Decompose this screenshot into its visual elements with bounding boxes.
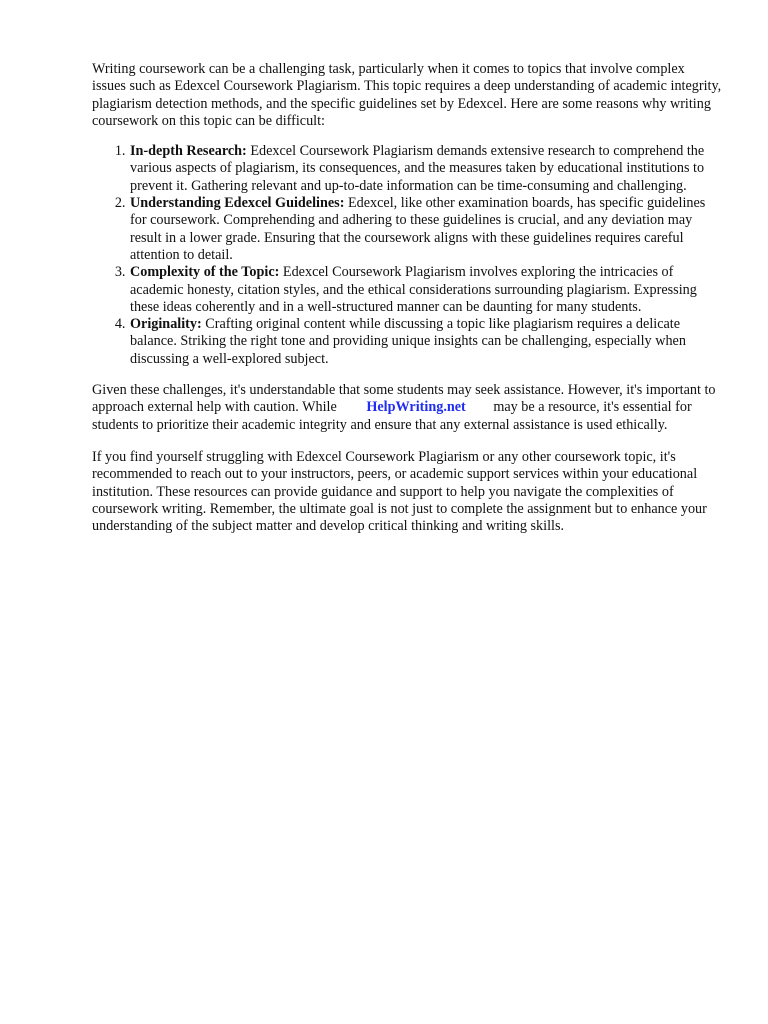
list-item-text: Edexcel Coursework Plagiarism involves exploring the intricacies of academic honesty, citation styles, and the ethical considerations surrounding plagiarism. Expressing these ideas coherently and in a well-structured manner can be daunting for many students. <box>130 264 697 315</box>
reasons-list <box>92 143 722 368</box>
caution-text-before-link: Given these challenges, it's understandable that some students may seek assistance. However, it's important to approach external help with caution. While <box>92 382 716 416</box>
list-item <box>129 143 722 195</box>
list-item-text: Edexcel, like other examination boards, has specific guidelines for coursework. Comprehending and adhering to these guidelines is crucial, and any deviation may result in a lower grade. Ensuring that the coursework aligns with these guidelines requires careful attention to detail. <box>130 195 706 263</box>
list-item-title: Understanding Edexcel Guidelines: <box>130 195 345 212</box>
list-item <box>129 195 722 264</box>
helpwriting-link[interactable]: HelpWriting.net <box>366 399 466 416</box>
list-item-title: Complexity of the Topic: <box>130 264 280 281</box>
list-item-text: Crafting original content while discussing a topic like plagiarism requires a delicate balance. Striking the right tone and providing unique insights can be challenging, especially when discussing a well-explored subject. <box>130 316 686 367</box>
list-item-title: Originality: <box>130 316 202 333</box>
support-paragraph: If you find yourself struggling with Edexcel Coursework Plagiarism or any other coursework topic, it's recommended to reach out to your instructors, peers, or academic support services within your educational institution. These resources can provide guidance and support to help you navigate the complexities of coursework writing. Remember, the ultimate goal is not just to complete the assignment but to enhance your understanding of the subject matter and develop critical thinking and writing skills. <box>92 448 707 535</box>
list-item <box>129 264 722 316</box>
list-item <box>129 316 722 368</box>
caution-paragraph <box>92 382 722 434</box>
list-item-title: In-depth Research: <box>130 143 247 160</box>
intro-paragraph: Writing coursework can be a challenging task, particularly when it comes to topics that involve complex issues such as Edexcel Coursework Plagiarism. This topic requires a deep understanding of academic integrity, plagiarism detection methods, and the specific guidelines set by Edexcel. Here are some reasons why writing coursework on this topic can be difficult: <box>92 61 722 129</box>
document-content <box>92 61 722 535</box>
caution-text-after-link: may be a resource, it's essential for students to prioritize their academic integrity and ensure that any external assistance is used ethically. <box>92 399 692 433</box>
list-item-text: Edexcel Coursework Plagiarism demands extensive research to comprehend the various aspects of plagiarism, its consequences, and the measures taken by educational institutions to prevent it. Gathering relevant and up-to-date information can be time-consuming and challenging. <box>130 143 705 194</box>
